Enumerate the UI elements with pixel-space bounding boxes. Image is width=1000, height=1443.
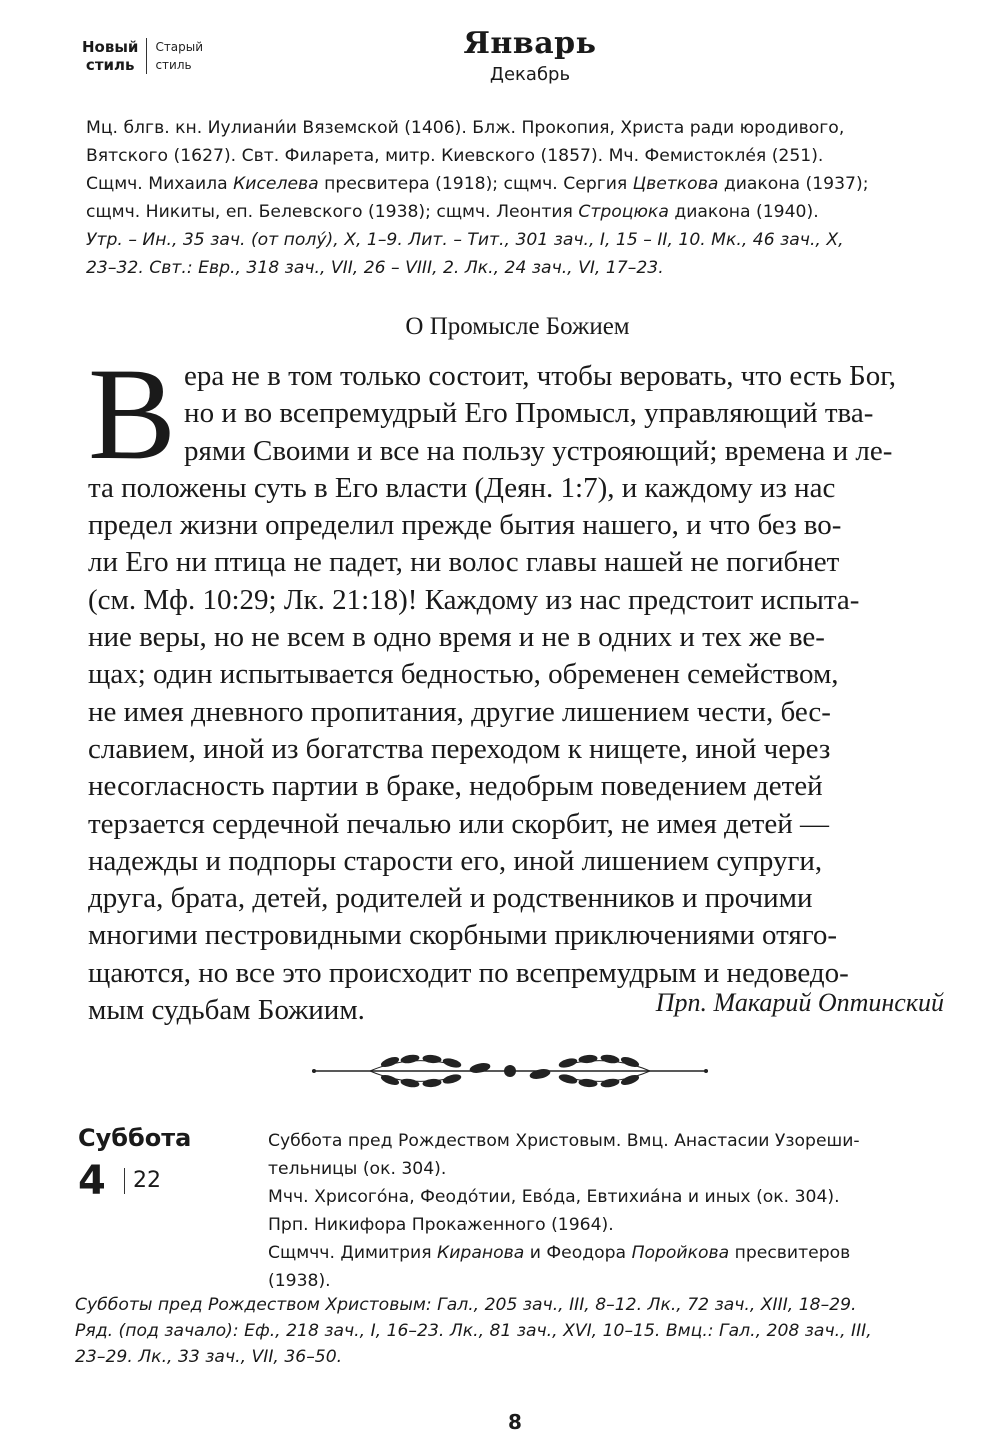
saints-line: Мц. блгв. кн. Иулиани́и Вяземской (1406). Блж. Прокопия, Христа ради юродивого, [86,118,845,138]
surname: Цветкова [632,174,719,194]
reflection-line: надежды и подпоры старости его, иной лишением супруги, [88,844,823,877]
leaf-vine-ornament-icon [310,1048,710,1094]
saturday-line: Мчч. Хрисого́на, Феодо́тии, Ево́да, Евтихиа́на и иных (ок. 304). [268,1187,840,1207]
text-fragment: диакона (1940). [668,202,819,222]
day-name: Суббота [78,1124,192,1152]
reflection-line: ера не в том только состоит, чтобы веровать, что есть Бог, [184,360,897,392]
text-fragment: диакона (1937); [718,174,869,194]
readings-line: 23–32. Свт.: Евр., 318 зач., VII, 26 – VIII, 2. Лк., 24 зач., VI, 17–23. [86,258,664,278]
readings-line: Субботы пред Рождеством Христовым: Гал., 205 зач., III, 8–12. Лк., 72 зач., XIII, 18–29. [75,1295,857,1315]
drop-cap: В [88,340,177,487]
saturday-line [268,1239,948,1267]
reflection-line: многими пестровидными скорбными приключениями отяго- [88,919,838,952]
text-fragment: пресвитеров [729,1243,851,1263]
saints-line [86,198,966,226]
page-number: 8 [508,1410,522,1434]
readings-line: 23–29. Лк., 33 зач., VII, 36–50. [75,1347,343,1367]
saturday-readings [75,1292,965,1370]
reflection-line: ли Его ни птица не падет, ни волос главы нашей не погибнет [88,546,840,579]
readings-line: Ряд. (под зачало): Еф., 218 зач., I, 16–23. Лк., 81 зач., XVI, 10–15. Вмц.: Гал., 208 зач., III, [75,1321,872,1341]
reflection-line: терзается сердечной печалью или скорбит, не имея детей — [88,807,830,840]
reflection-line: ние веры, но не всем в одно время и не в одних и тех же ве- [88,621,825,654]
saturday-line: Прп. Никифора Прокаженного (1964). [268,1215,614,1235]
reflection-line: мым судьбам Божиим. [88,994,365,1027]
reflection-line: та положены суть в Его власти (Деян. 1:7), и каждому из нас [88,471,836,504]
surname: Строцюка [578,202,669,222]
text-fragment: пресвитера (1918); сщмч. Сергия [318,174,633,194]
reflection-line: щах; один испытывается бедностью, обременен семейством, [88,658,839,691]
saints-commemorations [86,114,966,282]
saints-line [86,170,966,198]
reflection-title: О Промысле Божием [405,313,630,340]
saturday-commemorations [268,1127,948,1295]
text-fragment: Сщмч. Михаила [86,174,234,194]
new-style-line2: стиль [85,56,135,74]
old-style-line2: стиль [155,58,192,72]
reflection-line: предел жизни определил прежде бытия нашего, и что без во- [88,509,842,542]
reflection-line: несогласность партии в браке, недобрым поведением детей [88,770,823,803]
surname: Поройкова [631,1243,730,1263]
reflection-line: славием, иной из богатства переходом к нищете, иной через [88,732,831,765]
reflection-line: но и во всепремудрый Его Промысл, управляющий тва- [184,397,874,430]
saturday-line: Суббота пред Рождеством Христовым. Вмц. Анастасии Узореши- [268,1131,860,1151]
saturday-line: тельницы (ок. 304). [268,1159,447,1179]
month-title: Январь [463,26,597,61]
readings-line: Утр. – Ин., 35 зач. (от полу́), X, 1–9. Лит. – Тит., 301 зач., I, 15 – II, 10. Мк., 46 зач., X, [86,230,844,250]
reflection-line: друга, брата, детей, родителей и родственников и прочими [88,882,813,915]
new-style-line1: Новый [82,38,139,56]
old-style-line1: Старый [155,40,204,54]
day-number-new-style: 4 [78,1158,106,1204]
reflection-line: рями Своими и все на пользу устрояющий; времена и ле- [184,434,893,467]
saturday-line: (1938). [268,1271,331,1291]
saints-line: Вятского (1627). Свт. Филарета, митр. Киевского (1857). Мч. Фемистокле́я (251). [86,146,824,166]
text-fragment: и Феодора [524,1243,632,1263]
reflection-line: щаются, но все это происходит по всепремудрым и недоведо- [88,956,849,989]
reflection-author: Прп. Макарий Оптинский [655,988,944,1017]
reflection-line: (см. Мф. 10:29; Лк. 21:18)! Каждому из нас предстоит испыта- [88,583,860,616]
reflection-line: не имея дневного пропитания, другие лишением чести, бес- [88,695,831,728]
surname: Киселева [233,174,319,194]
reflection-body [88,340,958,1029]
surname: Киранова [437,1243,525,1263]
month-old-style: Декабрь [489,64,571,85]
day-number-old-style: 22 [124,1168,161,1194]
text-fragment: Сщмчч. Димитрия [268,1243,438,1263]
text-fragment: сщмч. Никиты, еп. Белевского (1938); сщмч. Леонтия [86,202,579,222]
